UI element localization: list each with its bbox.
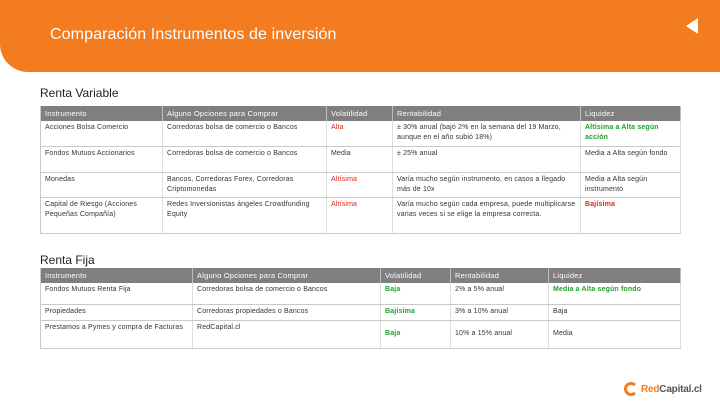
col-liquidez: Liquidez bbox=[549, 268, 681, 283]
page-title: Comparación Instrumentos de inversión bbox=[50, 26, 337, 43]
cell-volatilidad: Alta bbox=[327, 121, 393, 146]
cell-rentabilidad: 3% a 10% anual bbox=[451, 304, 549, 320]
header-banner bbox=[0, 0, 720, 72]
table-renta-fija bbox=[40, 268, 681, 349]
cell-instrumento: Capital de Riesgo (Acciones Pequeñas Compañía) bbox=[41, 197, 163, 233]
cell-liquidez: Media bbox=[549, 320, 681, 348]
cell-liquidez: Baja bbox=[549, 304, 681, 320]
cell-liquidez: Media a Alta según fondo bbox=[581, 146, 681, 172]
col-volatilidad: Volatilidad bbox=[381, 268, 451, 283]
cell-volatilidad: Altísima bbox=[327, 172, 393, 197]
logo-text-red: Red bbox=[641, 383, 660, 395]
cell-opciones: Bancos, Corredoras Forex, Corredoras Criptomonedas bbox=[163, 172, 327, 197]
back-arrow-icon[interactable] bbox=[686, 18, 698, 34]
cell-volatilidad: Baja bbox=[381, 320, 451, 348]
cell-volatilidad: Baja bbox=[381, 283, 451, 304]
cell-rentabilidad: ± 30% anual (bajó 2% en la semana del 19 Marzo, aunque en el año subió 18%) bbox=[393, 121, 581, 146]
cell-rentabilidad: 2% a 5% anual bbox=[451, 283, 549, 304]
cell-liquidez: Media a Alta según fondo bbox=[549, 283, 681, 304]
cell-liquidez: Bajísima bbox=[581, 197, 681, 233]
table-row bbox=[41, 146, 681, 172]
cell-opciones: Corredoras propiedades o Bancos bbox=[193, 304, 381, 320]
col-opciones: Alguno Opciones para Comprar bbox=[193, 268, 381, 283]
logo-text-capital: Capital.cl bbox=[659, 383, 702, 395]
table-row bbox=[41, 197, 681, 233]
cell-opciones: Corredoras bolsa de comercio o Bancos bbox=[163, 121, 327, 146]
cell-liquidez: Altísima a Alta según acción bbox=[581, 121, 681, 146]
cell-volatilidad: Media bbox=[327, 146, 393, 172]
cell-opciones: Corredoras bolsa de comercio o Bancos bbox=[163, 146, 327, 172]
cell-rentabilidad: ± 25% anual bbox=[393, 146, 581, 172]
table-row bbox=[41, 304, 681, 320]
redcapital-logo bbox=[624, 382, 702, 396]
cell-instrumento: Propiedades bbox=[41, 304, 193, 320]
cell-instrumento: Acciones Bolsa Comercio bbox=[41, 121, 163, 146]
col-liquidez: Liquidez bbox=[581, 106, 681, 121]
table-row bbox=[41, 172, 681, 197]
section-title-renta-variable: Renta Variable bbox=[40, 86, 119, 100]
cell-instrumento: Fondos Mutuos Renta Fija bbox=[41, 283, 193, 304]
redcapital-logo-icon bbox=[624, 382, 638, 396]
col-instrumento: Instrumento bbox=[41, 106, 163, 121]
cell-instrumento: Fondos Mutuos Accionarios bbox=[41, 146, 163, 172]
cell-instrumento: Monedas bbox=[41, 172, 163, 197]
cell-rentabilidad: Varía mucho según instrumento, en casos a llegado más de 10x bbox=[393, 172, 581, 197]
section-title-renta-fija: Renta Fija bbox=[40, 253, 95, 267]
table-row bbox=[41, 283, 681, 304]
table-row bbox=[41, 320, 681, 348]
cell-opciones: Corredoras bolsa de comercio o Bancos bbox=[193, 283, 381, 304]
cell-liquidez: Media a Alta según instrumento bbox=[581, 172, 681, 197]
cell-opciones: RedCapital.cl bbox=[193, 320, 381, 348]
col-rentabilidad: Rentabilidad bbox=[393, 106, 581, 121]
col-instrumento: Instrumento bbox=[41, 268, 193, 283]
cell-instrumento: Prestamos a Pymes y compra de Facturas bbox=[41, 320, 193, 348]
col-volatilidad: Volatilidad bbox=[327, 106, 393, 121]
table-header-row bbox=[41, 106, 681, 121]
table-row bbox=[41, 121, 681, 146]
cell-opciones: Redes Inversionistas ángeles Crowdfunding Equity bbox=[163, 197, 327, 233]
cell-volatilidad: Bajísima bbox=[381, 304, 451, 320]
cell-rentabilidad: 10% a 15% anual bbox=[451, 320, 549, 348]
cell-rentabilidad: Varía mucho según cada empresa, puede multiplicarse varias veces si se elige la empresa correcta. bbox=[393, 197, 581, 233]
cell-volatilidad: Altísima bbox=[327, 197, 393, 233]
table-header-row bbox=[41, 268, 681, 283]
col-opciones: Alguno Opciones para Comprar bbox=[163, 106, 327, 121]
col-rentabilidad: Rentabilidad bbox=[451, 268, 549, 283]
table-renta-variable bbox=[40, 106, 681, 234]
